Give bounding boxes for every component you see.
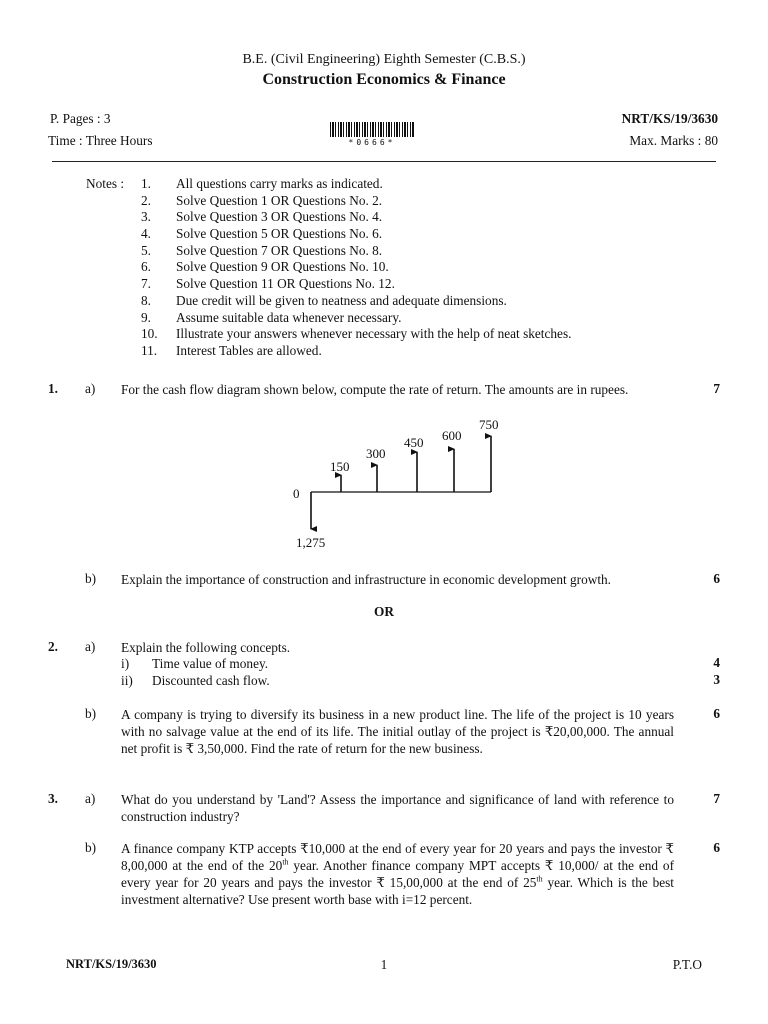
question-number: 2.: [48, 639, 58, 654]
question-number: 3.: [48, 791, 58, 806]
page-number: 1: [380, 957, 388, 972]
inflow-label: 750: [479, 417, 499, 432]
part-label: b): [85, 571, 97, 586]
question-number: 1.: [48, 381, 58, 396]
note-item: 10. Illustrate your answers whenever necessary with the help of neat sketches.: [141, 326, 572, 342]
marks: 7: [713, 381, 720, 396]
marks: 6: [713, 840, 720, 855]
notes-list: [136, 176, 571, 360]
question-text: Explain the importance of construction and infrastructure in economic development growth.: [121, 572, 611, 587]
note-item: 7. Solve Question 11 OR Questions No. 12.: [141, 276, 395, 292]
part-label: a): [85, 381, 96, 396]
question-text: What do you understand by 'Land'? Assess the importance and significance of land with reference to construction industry?: [121, 792, 674, 824]
inflow-label: 600: [442, 428, 462, 443]
or-separator: OR: [374, 604, 394, 619]
marks: 3: [713, 672, 720, 687]
header-divider: [52, 161, 716, 162]
max-marks: Max. Marks : 80: [629, 133, 718, 148]
marks: 6: [713, 706, 720, 721]
sub-item: ii) Discounted cash flow.: [121, 673, 270, 688]
question-text: A finance company KTP accepts ₹10,000 at the end of every year for 20 years and pays the investor ₹ 8,00,000 at the end of the 20th year. Another finance company MPT accepts ₹ 10,000/ at the end of every year for 20 years and pays the investor ₹ 15,00,000 at the end of 25th year. Which is the best investment alternative? Use present worth base with i=12 percent.: [121, 841, 675, 907]
question-text: A company is trying to diversify its business in a new product line. The life of the project is 10 years with no salvage value at the end of its life. The initial outlay of the project is ₹20,00,000. The annual net profit is ₹ 3,50,000. Find the rate of return for the new business.: [121, 707, 674, 756]
part-label: a): [85, 791, 96, 806]
barcode: [330, 122, 414, 147]
note-item: 2. Solve Question 1 OR Questions No. 2.: [141, 192, 383, 208]
inflow-label: 150: [330, 459, 350, 474]
note-item: 11. Interest Tables are allowed.: [141, 342, 322, 358]
note-item: 1. All questions carry marks as indicated.: [141, 176, 383, 191]
course-title: B.E. (Civil Engineering) Eighth Semester (C.B.S.): [242, 52, 526, 67]
marks: 4: [713, 655, 720, 670]
footer-code: NRT/KS/19/3630: [66, 957, 157, 971]
outflow-label: 1,275: [296, 535, 326, 550]
question-text: For the cash flow diagram shown below, compute the rate of return. The amounts are in rupees.: [121, 382, 629, 397]
question-text: Explain the following concepts.: [121, 640, 291, 655]
cash-flow-diagram: [280, 412, 520, 552]
page-count: P. Pages : 3: [50, 111, 111, 126]
marks: 7: [713, 791, 720, 806]
inflow-label: 450: [404, 435, 424, 450]
part-label: a): [85, 639, 96, 654]
inflow-label: 300: [366, 446, 386, 461]
part-label: b): [85, 840, 97, 855]
note-item: 8. Due credit will be given to neatness and adequate dimensions.: [141, 292, 507, 308]
exam-time: Time : Three Hours: [48, 133, 153, 148]
subject-title: Construction Economics & Finance: [262, 71, 506, 88]
note-item: 9. Assume suitable data whenever necessary.: [141, 309, 402, 325]
sub-item: i) Time value of money.: [121, 656, 269, 671]
origin-label: 0: [293, 486, 300, 501]
note-item: 3. Solve Question 3 OR Questions No. 4.: [141, 209, 383, 225]
part-label: b): [85, 706, 97, 721]
note-item: 6. Solve Question 9 OR Questions No. 10.: [141, 259, 389, 275]
note-item: 5. Solve Question 7 OR Questions No. 8.: [141, 242, 383, 258]
marks: 6: [713, 571, 720, 586]
paper-code: NRT/KS/19/3630: [621, 111, 718, 126]
barcode-bars: [330, 122, 414, 137]
notes-label: Notes :: [86, 176, 125, 191]
barcode-number: *0666*: [348, 138, 396, 147]
pto-label: P.T.O: [672, 957, 702, 972]
note-item: 4. Solve Question 5 OR Questions No. 6.: [141, 226, 383, 242]
